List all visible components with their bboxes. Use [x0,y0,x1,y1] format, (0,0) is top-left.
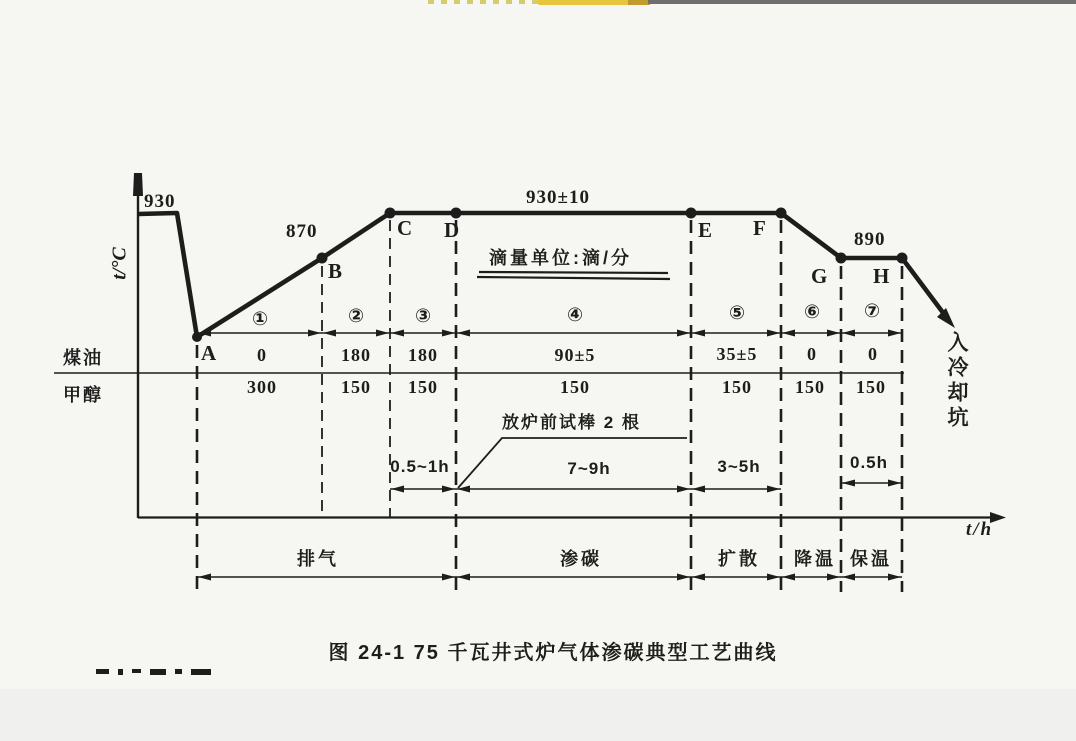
stage-number-1: ① [251,309,269,330]
methanol-value-7: 150 [856,377,886,397]
point-label-g: G [811,264,828,288]
point-label-d: D [444,218,460,242]
stage-number-7: ⑦ [863,301,881,322]
duration-g-h: 0.5h [849,453,889,472]
temp-label-b: 870 [286,221,318,242]
stage-number-4: ④ [566,305,584,326]
figure-caption: 图 24-1 75 千瓦井式炉气体渗碳典型工艺曲线 [328,642,778,664]
drip-unit-note: 滴量单位:滴/分 [489,248,632,268]
temp-label-start: 930 [144,191,176,212]
y-axis-label: t/°C [108,247,131,280]
stage-number-6: ⑥ [803,302,821,323]
phase-label-hold: 保温 [850,549,892,569]
duration-e-f: 3~5h [717,457,761,476]
stage-number-2: ② [347,306,365,327]
point-label-e: E [698,218,713,242]
x-axis-label: t/h [966,519,994,540]
kerosene-value-3: 180 [408,345,438,365]
phase-label-diffuse: 扩散 [718,549,760,569]
cutoff-text-fragment [96,669,211,676]
point-label-a: A [201,341,217,365]
kerosene-value-6: 0 [807,344,817,364]
methanol-value-3: 150 [408,377,438,397]
point-label-f: F [753,216,766,240]
duration-c-d: 0.5~1h [390,457,450,476]
kerosene-value-5: 35±5 [716,344,758,364]
methanol-value-2: 150 [341,377,371,397]
methanol-value-6: 150 [795,377,825,397]
kerosene-value-7: 0 [868,344,878,364]
stage-number-5: ⑤ [728,303,746,324]
methanol-value-4: 150 [560,377,590,397]
phase-label-carburize: 渗碳 [560,549,602,569]
methanol-row-label: 甲醇 [63,385,103,405]
methanol-value-1: 300 [247,377,277,397]
duration-d-e: 7~9h [567,459,611,478]
kerosene-row-label: 煤油 [63,348,103,368]
cooling-pit-label: 入冷却坑 [945,331,968,431]
phase-label-cooldown: 降温 [794,549,836,569]
phase-label-exhaust: 排气 [297,549,339,569]
test-bar-note: 放炉前试棒 2 根 [502,413,641,432]
temp-label-hold: 890 [854,229,886,250]
point-label-c: C [397,216,413,240]
point-label-h: H [873,264,890,288]
temp-label-plateau: 930±10 [526,187,590,208]
stage-number-3: ③ [414,306,432,327]
kerosene-value-1: 0 [257,345,267,365]
kerosene-value-2: 180 [341,345,371,365]
methanol-value-5: 150 [722,377,752,397]
kerosene-value-4: 90±5 [554,345,596,365]
point-label-b: B [328,259,343,283]
